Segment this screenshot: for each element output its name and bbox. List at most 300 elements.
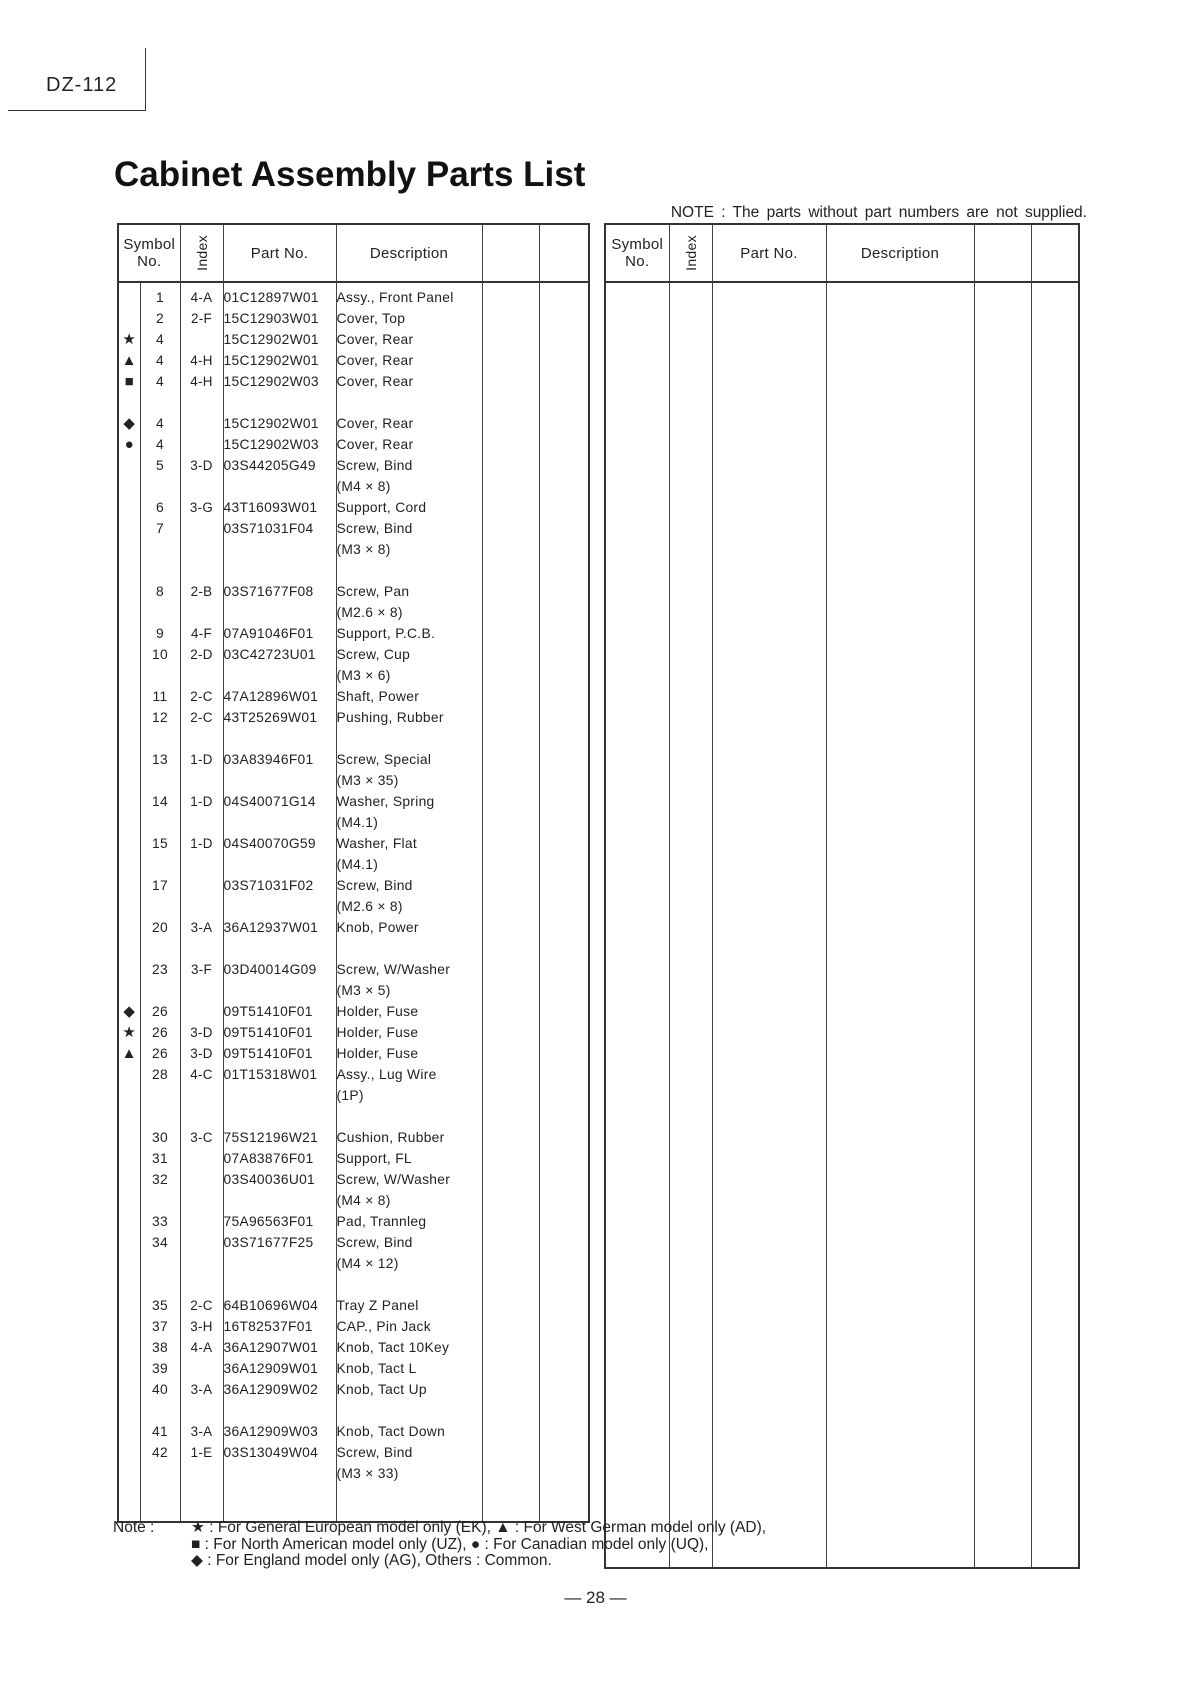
- description-cell: [336, 392, 482, 413]
- index-cell: [180, 1085, 223, 1106]
- blank-cell: [539, 1148, 589, 1169]
- item-no-cell: 40: [140, 1379, 180, 1400]
- blank-cell: [482, 1064, 539, 1085]
- part-no-cell: 03S71677F25: [223, 1232, 336, 1253]
- part-no-cell: 43T16093W01: [223, 497, 336, 518]
- blank-cell: [539, 1379, 589, 1400]
- description-cell: Screw, Bind: [336, 518, 482, 539]
- item-no-cell: [140, 980, 180, 1001]
- index-cell: [180, 476, 223, 497]
- table-row: [118, 665, 589, 686]
- index-cell: [180, 770, 223, 791]
- blank-cell: [482, 602, 539, 623]
- description-header: Description: [826, 224, 974, 282]
- table-row: [118, 1253, 589, 1274]
- item-no-cell: 34: [140, 1232, 180, 1253]
- item-no-cell: [140, 1085, 180, 1106]
- spacer-row: [118, 1274, 589, 1295]
- blank-cell: [482, 665, 539, 686]
- description-cell: Screw, Cup: [336, 644, 482, 665]
- item-no-cell: [140, 1253, 180, 1274]
- blank-cell: [482, 623, 539, 644]
- blank-cell: [539, 1337, 589, 1358]
- symbol-cell: [118, 1358, 140, 1379]
- symbol-cell: ■: [118, 371, 140, 392]
- item-no-cell: 13: [140, 749, 180, 770]
- index-cell: 3-D: [180, 1022, 223, 1043]
- index-cell: [180, 329, 223, 350]
- part-no-cell: [223, 665, 336, 686]
- blank-cell: [482, 833, 539, 854]
- spacer-row: [118, 392, 589, 413]
- table-row: [118, 1169, 589, 1190]
- blank-cell: [482, 896, 539, 917]
- symbol-no-header: [605, 224, 669, 282]
- blank-cell: [482, 560, 539, 581]
- blank-cell: [482, 1400, 539, 1421]
- table-row: [118, 1043, 589, 1064]
- index-cell: [180, 875, 223, 896]
- symbol-cell: [118, 476, 140, 497]
- index-cell: [180, 665, 223, 686]
- part-no-cell: [223, 1106, 336, 1127]
- item-no-cell: 31: [140, 1148, 180, 1169]
- table-row: [118, 1064, 589, 1085]
- blank-cell: [539, 1127, 589, 1148]
- blank-cell: [539, 1442, 589, 1463]
- part-no-header: Part No.: [223, 224, 336, 282]
- table-row: [118, 1295, 589, 1316]
- table-row: [118, 833, 589, 854]
- symbol-header-label: Symbol: [611, 236, 664, 253]
- table-row: [118, 602, 589, 623]
- description-cell: Support, FL: [336, 1148, 482, 1169]
- blank-cell: [482, 728, 539, 749]
- table-row: [118, 329, 589, 350]
- blank-cell: [539, 455, 589, 476]
- index-header: Index: [669, 224, 712, 282]
- symbol-cell: [118, 833, 140, 854]
- description-cell: Pad, Trannleg: [336, 1211, 482, 1232]
- index-cell: [180, 1463, 223, 1484]
- blank-cell: [482, 371, 539, 392]
- blank-cell: [539, 1085, 589, 1106]
- symbol-cell: [118, 686, 140, 707]
- description-cell: Screw, W/Washer: [336, 959, 482, 980]
- index-cell: 4-F: [180, 623, 223, 644]
- index-cell: 2-C: [180, 707, 223, 728]
- part-no-cell: [223, 539, 336, 560]
- item-no-cell: [140, 896, 180, 917]
- description-cell: Cover, Top: [336, 308, 482, 329]
- blank-cell: [482, 392, 539, 413]
- part-no-cell: 43T25269W01: [223, 707, 336, 728]
- description-cell: (M4.1): [336, 854, 482, 875]
- item-no-cell: [140, 1463, 180, 1484]
- part-no-cell: 75S12196W21: [223, 1127, 336, 1148]
- blank-cell: [482, 980, 539, 1001]
- blank-cell: [482, 329, 539, 350]
- description-cell: (M3 × 5): [336, 980, 482, 1001]
- part-no-cell: 03S44205G49: [223, 455, 336, 476]
- symbol-cell: [118, 1148, 140, 1169]
- part-no-cell: 03C42723U01: [223, 644, 336, 665]
- part-no-cell: [223, 1253, 336, 1274]
- symbol-cell: [118, 854, 140, 875]
- table-row: [118, 476, 589, 497]
- part-no-cell: 36A12937W01: [223, 917, 336, 938]
- blank-cell: [482, 539, 539, 560]
- item-no-cell: 4: [140, 413, 180, 434]
- index-cell: [180, 392, 223, 413]
- item-no-cell: 42: [140, 1442, 180, 1463]
- description-cell: Knob, Tact L: [336, 1358, 482, 1379]
- index-cell: 3-G: [180, 497, 223, 518]
- item-no-cell: 11: [140, 686, 180, 707]
- symbol-cell: [118, 1337, 140, 1358]
- blank-cell: [482, 282, 539, 308]
- table-row: [118, 434, 589, 455]
- empty-table-body: [605, 282, 1079, 1568]
- blank-cell: [482, 959, 539, 980]
- index-cell: [180, 938, 223, 959]
- part-no-cell: [223, 938, 336, 959]
- table-row: [118, 539, 589, 560]
- part-no-cell: [223, 1400, 336, 1421]
- part-no-cell: 04S40071G14: [223, 791, 336, 812]
- blank-cell: [482, 1421, 539, 1442]
- blank-cell: [539, 308, 589, 329]
- item-no-cell: [140, 392, 180, 413]
- part-no-cell: [223, 1463, 336, 1484]
- symbol-cell: [118, 1274, 140, 1295]
- item-no-cell: [140, 770, 180, 791]
- table-row: [118, 350, 589, 371]
- index-cell: [180, 1358, 223, 1379]
- item-no-cell: 23: [140, 959, 180, 980]
- blank-cell: [539, 896, 589, 917]
- description-cell: [336, 938, 482, 959]
- part-no-cell: [223, 1085, 336, 1106]
- description-cell: Washer, Flat: [336, 833, 482, 854]
- part-no-cell: 03S71677F08: [223, 581, 336, 602]
- item-no-cell: 37: [140, 1316, 180, 1337]
- symbol-cell: [118, 1064, 140, 1085]
- symbol-cell: ◆: [118, 1001, 140, 1022]
- blank-cell: [539, 770, 589, 791]
- item-no-cell: 39: [140, 1358, 180, 1379]
- blank-cell: [482, 1253, 539, 1274]
- blank-cell: [482, 770, 539, 791]
- symbol-cell: [118, 1295, 140, 1316]
- symbol-cell: [118, 917, 140, 938]
- legend-line-2: ■ : For North American model only (UZ), ● : For Canadian model only (UQ),: [191, 1535, 709, 1553]
- blank-cell: [482, 434, 539, 455]
- description-cell: Knob, Tact 10Key: [336, 1337, 482, 1358]
- blank-cell: [539, 980, 589, 1001]
- symbol-cell: [118, 602, 140, 623]
- blank-cell: [539, 434, 589, 455]
- part-no-cell: 47A12896W01: [223, 686, 336, 707]
- symbol-cell: [118, 1463, 140, 1484]
- description-cell: Cover, Rear: [336, 329, 482, 350]
- table-row: [118, 1127, 589, 1148]
- part-no-cell: 03S71031F04: [223, 518, 336, 539]
- part-no-cell: [223, 476, 336, 497]
- blank-header: [482, 224, 539, 282]
- symbol-cell: ▲: [118, 1043, 140, 1064]
- index-cell: 1-E: [180, 1442, 223, 1463]
- description-cell: [336, 728, 482, 749]
- blank-cell: [539, 1190, 589, 1211]
- description-cell: Screw, Bind: [336, 1442, 482, 1463]
- index-cell: 3-A: [180, 1379, 223, 1400]
- blank-cell: [539, 1358, 589, 1379]
- blank-cell: [482, 749, 539, 770]
- blank-cell: [539, 665, 589, 686]
- symbol-no-header: [118, 224, 180, 282]
- index-cell: 4-H: [180, 371, 223, 392]
- item-no-cell: 38: [140, 1337, 180, 1358]
- description-cell: (M2.6 × 8): [336, 602, 482, 623]
- table-row: [118, 896, 589, 917]
- blank-header: [974, 224, 1031, 282]
- index-cell: 1-D: [180, 749, 223, 770]
- part-no-cell: 03A83946F01: [223, 749, 336, 770]
- part-no-cell: 15C12903W01: [223, 308, 336, 329]
- index-cell: 2-D: [180, 644, 223, 665]
- blank-cell: [539, 938, 589, 959]
- legend-notes: [113, 1520, 766, 1570]
- item-no-cell: [140, 602, 180, 623]
- blank-cell: [482, 1001, 539, 1022]
- blank-cell: [223, 1484, 336, 1522]
- symbol-cell: [118, 1421, 140, 1442]
- item-no-cell: 12: [140, 707, 180, 728]
- item-no-cell: [140, 1274, 180, 1295]
- symbol-cell: [118, 1085, 140, 1106]
- part-no-cell: 01T15318W01: [223, 1064, 336, 1085]
- symbol-cell: ◆: [118, 413, 140, 434]
- item-no-cell: 4: [140, 350, 180, 371]
- part-no-cell: [223, 560, 336, 581]
- model-code: DZ-112: [46, 74, 118, 96]
- item-no-cell: 10: [140, 644, 180, 665]
- symbol-cell: [118, 791, 140, 812]
- blank-cell: [539, 1421, 589, 1442]
- blank-cell: [482, 1274, 539, 1295]
- part-no-cell: 36A12909W01: [223, 1358, 336, 1379]
- symbol-cell: [118, 875, 140, 896]
- symbol-cell: [118, 644, 140, 665]
- blank-cell: [482, 476, 539, 497]
- symbol-cell: ★: [118, 1022, 140, 1043]
- item-no-cell: 8: [140, 581, 180, 602]
- blank-cell: [539, 602, 589, 623]
- symbol-cell: [118, 959, 140, 980]
- blank-cell: [482, 1043, 539, 1064]
- description-cell: (M4.1): [336, 812, 482, 833]
- blank-cell: [539, 1295, 589, 1316]
- index-cell: [180, 1274, 223, 1295]
- symbol-cell: [118, 1127, 140, 1148]
- blank-cell: [539, 707, 589, 728]
- index-cell: [180, 602, 223, 623]
- item-no-cell: [140, 812, 180, 833]
- index-cell: [180, 1211, 223, 1232]
- symbol-cell: [118, 392, 140, 413]
- item-no-cell: 26: [140, 1022, 180, 1043]
- item-no-cell: 4: [140, 329, 180, 350]
- index-cell: 2-C: [180, 1295, 223, 1316]
- index-header: Index: [180, 224, 223, 282]
- blank-cell: [539, 812, 589, 833]
- description-cell: [336, 560, 482, 581]
- symbol-cell: [118, 1253, 140, 1274]
- table-row: [118, 1190, 589, 1211]
- part-no-cell: 64B10696W04: [223, 1295, 336, 1316]
- blank-cell: [482, 518, 539, 539]
- table-row: [118, 1211, 589, 1232]
- description-cell: Cover, Rear: [336, 434, 482, 455]
- item-no-cell: [140, 665, 180, 686]
- index-cell: [180, 1190, 223, 1211]
- description-cell: Knob, Tact Down: [336, 1421, 482, 1442]
- symbol-cell: [118, 1211, 140, 1232]
- blank-cell: [482, 581, 539, 602]
- description-cell: Support, P.C.B.: [336, 623, 482, 644]
- part-no-cell: [223, 770, 336, 791]
- table-row: [118, 917, 589, 938]
- symbol-cell: ●: [118, 434, 140, 455]
- spacer-row: [118, 728, 589, 749]
- symbol-header-label: Symbol: [123, 236, 176, 253]
- symbol-cell: [118, 896, 140, 917]
- index-cell: 3-D: [180, 455, 223, 476]
- part-no-cell: 75A96563F01: [223, 1211, 336, 1232]
- item-no-cell: 7: [140, 518, 180, 539]
- blank-cell: [482, 1379, 539, 1400]
- blank-cell: [539, 1253, 589, 1274]
- blank-cell: [539, 560, 589, 581]
- blank-cell: [482, 1442, 539, 1463]
- table-row: [118, 455, 589, 476]
- blank-cell: [482, 1085, 539, 1106]
- symbol-cell: [118, 581, 140, 602]
- blank-cell: [482, 497, 539, 518]
- index-cell: 2-B: [180, 581, 223, 602]
- symbol-cell: [118, 1190, 140, 1211]
- blank-cell: [539, 1064, 589, 1085]
- index-cell: [180, 434, 223, 455]
- index-cell: [180, 518, 223, 539]
- blank-cell: [539, 1232, 589, 1253]
- blank-cell: [539, 728, 589, 749]
- blank-cell: [482, 1316, 539, 1337]
- symbol-cell: [118, 1232, 140, 1253]
- description-cell: Holder, Fuse: [336, 1043, 482, 1064]
- filler-row: [118, 1484, 589, 1522]
- table-row: [118, 1232, 589, 1253]
- description-cell: Shaft, Power: [336, 686, 482, 707]
- blank-cell: [539, 1169, 589, 1190]
- blank-cell: [482, 1190, 539, 1211]
- index-cell: [180, 1106, 223, 1127]
- description-cell: (1P): [336, 1085, 482, 1106]
- blank-cell: [539, 350, 589, 371]
- description-cell: Holder, Fuse: [336, 1022, 482, 1043]
- description-cell: Screw, W/Washer: [336, 1169, 482, 1190]
- blank-cell: [482, 1358, 539, 1379]
- index-cell: [180, 812, 223, 833]
- description-cell: (M4 × 12): [336, 1253, 482, 1274]
- index-cell: [180, 1001, 223, 1022]
- index-cell: 1-D: [180, 791, 223, 812]
- item-no-cell: 4: [140, 434, 180, 455]
- table-row: [118, 518, 589, 539]
- item-no-cell: [140, 560, 180, 581]
- part-no-cell: [223, 854, 336, 875]
- blank-cell: [539, 623, 589, 644]
- index-cell: 2-F: [180, 308, 223, 329]
- item-no-cell: 20: [140, 917, 180, 938]
- blank-cell: [539, 686, 589, 707]
- part-no-cell: 09T51410F01: [223, 1001, 336, 1022]
- table-row: [118, 497, 589, 518]
- symbol-cell: [118, 560, 140, 581]
- item-no-cell: [140, 938, 180, 959]
- blank-cell: [539, 917, 589, 938]
- blank-cell: [118, 1484, 140, 1522]
- part-no-cell: [223, 728, 336, 749]
- blank-cell: [539, 539, 589, 560]
- symbol-cell: ▲: [118, 350, 140, 371]
- index-cell: 3-C: [180, 1127, 223, 1148]
- part-no-cell: [223, 896, 336, 917]
- description-cell: [336, 1400, 482, 1421]
- item-no-cell: 17: [140, 875, 180, 896]
- symbol-cell: [118, 1106, 140, 1127]
- symbol-cell: [118, 497, 140, 518]
- part-no-cell: 15C12902W03: [223, 371, 336, 392]
- part-no-cell: 03D40014G09: [223, 959, 336, 980]
- description-cell: Knob, Tact Up: [336, 1379, 482, 1400]
- item-no-cell: 1: [140, 282, 180, 308]
- table-row: [118, 1148, 589, 1169]
- parts-table-right: [604, 223, 1080, 1569]
- item-no-cell: 33: [140, 1211, 180, 1232]
- index-cell: 4-A: [180, 1337, 223, 1358]
- description-cell: (M3 × 35): [336, 770, 482, 791]
- table-row: [118, 1316, 589, 1337]
- index-cell: [180, 1400, 223, 1421]
- spacer-row: [118, 938, 589, 959]
- part-no-cell: 15C12902W01: [223, 413, 336, 434]
- part-no-cell: 16T82537F01: [223, 1316, 336, 1337]
- blank-cell: [539, 413, 589, 434]
- blank-cell: [482, 1463, 539, 1484]
- item-no-cell: [140, 1106, 180, 1127]
- description-cell: (M3 × 6): [336, 665, 482, 686]
- table-row: [118, 1085, 589, 1106]
- table-row: [118, 623, 589, 644]
- description-cell: Support, Cord: [336, 497, 482, 518]
- blank-cell: [539, 518, 589, 539]
- description-cell: Washer, Spring: [336, 791, 482, 812]
- blank-cell: [539, 833, 589, 854]
- description-cell: (M2.6 × 8): [336, 896, 482, 917]
- blank-cell: [482, 917, 539, 938]
